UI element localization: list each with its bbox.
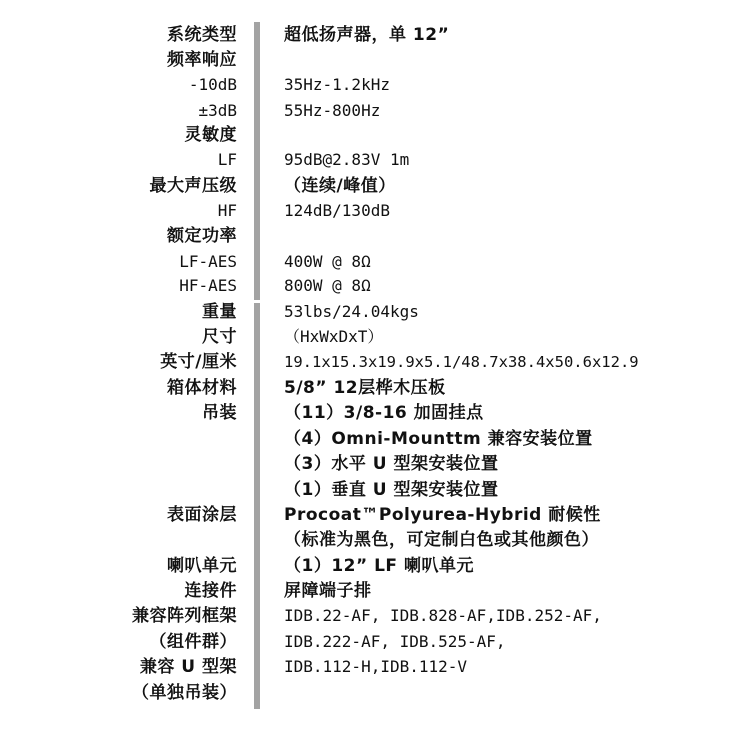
spec-value: 19.1x15.3x19.9x5.1/48.7x38.4x50.6x12.9 <box>284 353 639 371</box>
spec-label: 兼容 U 型架 <box>139 657 237 677</box>
spec-row-driver <box>0 553 750 579</box>
spec-value: （4）Omni-Mounttm 兼容安装位置 <box>284 429 593 449</box>
spec-row-cabinet-material <box>0 375 750 401</box>
spec-value: 55Hz-800Hz <box>284 101 381 120</box>
spec-label: ±3dB <box>198 101 237 120</box>
spec-value: 800W @ 8Ω <box>284 276 371 295</box>
spec-label: 最大声压级 <box>149 176 237 196</box>
spec-label: HF <box>217 201 237 220</box>
spec-value: IDB.112-H,IDB.112-V <box>284 657 468 676</box>
spec-value: （连续/峰值） <box>284 176 396 196</box>
spec-value: IDB.22-AF, IDB.828-AF,IDB.252-AF, <box>284 606 602 625</box>
spec-row-finish <box>0 502 750 528</box>
spec-value: 屏障端子排 <box>284 581 372 601</box>
spec-row-max-spl <box>0 173 750 199</box>
spec-label: 频率响应 <box>167 50 237 70</box>
spec-row-sensitivity <box>0 122 750 148</box>
spec-label: HF-AES <box>179 276 237 295</box>
spec-label: 额定功率 <box>167 226 237 246</box>
spec-label: （单独吊装） <box>132 683 237 703</box>
spec-value: 95dB@2.83V 1m <box>284 150 410 169</box>
spec-row-rigging-omni <box>0 426 750 452</box>
spec-value: 35Hz-1.2kHz <box>284 75 390 94</box>
spec-value: （1）12” LF 喇叭单元 <box>284 556 474 576</box>
spec-value: Procoat™Polyurea-Hybrid 耐候性 <box>284 505 601 525</box>
spec-value: 124dB/130dB <box>284 201 390 220</box>
spec-row-system-type <box>0 22 750 48</box>
spec-row-lf-aes <box>0 249 750 275</box>
spec-value: 400W @ 8Ω <box>284 252 371 271</box>
spec-row-finish-colors <box>0 527 750 553</box>
spec-row-u-bracket <box>0 654 750 680</box>
spec-label: 吊装 <box>202 403 237 423</box>
spec-label: 箱体材料 <box>167 378 237 398</box>
spec-row-dimensions <box>0 324 750 350</box>
spec-row-rigging <box>0 400 750 426</box>
spec-label: 系统类型 <box>167 25 237 45</box>
spec-row-hf-spl <box>0 198 750 224</box>
spec-row-hf-aes <box>0 273 750 299</box>
spec-row-rigging-vertical <box>0 477 750 503</box>
spec-row-rigging-horizontal <box>0 451 750 477</box>
spec-row-minus-10db <box>0 72 750 98</box>
spec-value: （标准为黑色，可定制白色或其他颜色） <box>284 530 599 550</box>
spec-row-connector <box>0 578 750 604</box>
spec-label: 尺寸 <box>202 327 237 347</box>
spec-label: 连接件 <box>184 581 237 601</box>
spec-value: （1）垂直 U 型架安装位置 <box>284 480 499 500</box>
spec-label: LF <box>217 150 237 169</box>
spec-label: 灵敏度 <box>184 125 237 145</box>
spec-value: IDB.222-AF, IDB.525-AF, <box>284 632 506 651</box>
spec-row-inch-cm <box>0 349 750 375</box>
spec-row-array-group <box>0 629 750 655</box>
spec-label: LF-AES <box>179 252 237 271</box>
spec-value: 超低扬声器，单 12” <box>284 25 450 45</box>
spec-value: （HxWxDxT） <box>284 327 384 346</box>
spec-value: （11）3/8-16 加固挂点 <box>284 403 484 423</box>
spec-label: 表面涂层 <box>167 505 237 525</box>
spec-value: （3）水平 U 型架安装位置 <box>284 454 499 474</box>
spec-label: 重量 <box>202 302 237 322</box>
spec-row-rated-power <box>0 223 750 249</box>
spec-value: 5/8” 12层桦木压板 <box>284 378 446 398</box>
spec-label: （组件群） <box>149 632 237 652</box>
spec-row-weight <box>0 299 750 325</box>
spec-row-standalone <box>0 680 750 706</box>
spec-label: -10dB <box>188 75 237 94</box>
spec-row-frequency-response <box>0 47 750 73</box>
spec-row-plus-minus-3db <box>0 98 750 124</box>
spec-label: 喇叭单元 <box>167 556 237 576</box>
spec-value: 53lbs/24.04kgs <box>284 302 419 321</box>
spec-label: 英寸/厘米 <box>160 352 237 372</box>
spec-label: 兼容阵列框架 <box>132 606 237 626</box>
spec-row-lf-sensitivity <box>0 147 750 173</box>
spec-row-array-frame <box>0 603 750 629</box>
